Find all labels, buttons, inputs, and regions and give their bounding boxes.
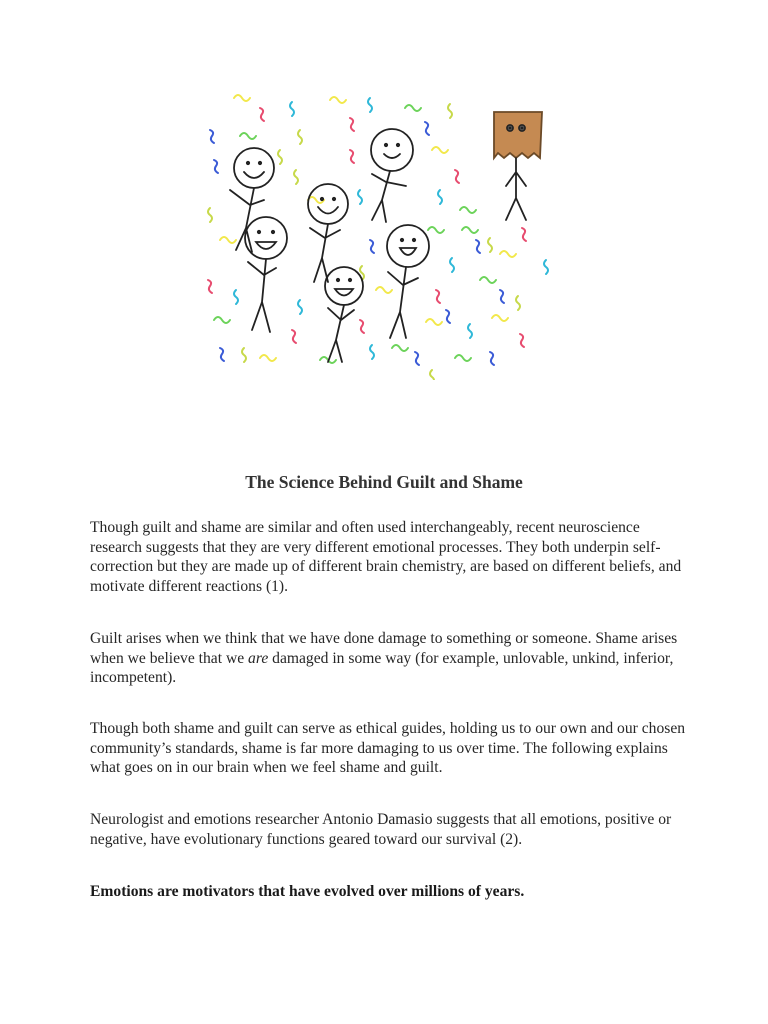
confetti-squiggle bbox=[516, 296, 520, 310]
confetti-squiggle bbox=[455, 170, 459, 183]
definition-text-start: Guilt arises when we think that we have done damage to something or someone. Shame arises when we believe that we bbox=[90, 630, 678, 667]
confetti-squiggle bbox=[260, 355, 276, 361]
confetti-squiggle bbox=[220, 237, 236, 243]
intro-paragraph: Though guilt and shame are similar and often used interchangeably, recent neuroscience research suggests that they are very different emotional processes. They both underpin self-correction but they are made up of different brain chemistry, are based on different beliefs, and motivate different reactions (1). bbox=[90, 519, 682, 595]
confetti-squiggle bbox=[360, 320, 364, 333]
confetti-squiggle bbox=[350, 118, 354, 131]
confetti-squiggle bbox=[368, 98, 372, 112]
confetti-squiggle bbox=[234, 290, 238, 304]
confetti-squiggle bbox=[544, 260, 548, 274]
confetti-squiggle bbox=[490, 352, 494, 365]
confetti-squiggle bbox=[208, 280, 212, 293]
confetti-squiggle bbox=[432, 147, 448, 153]
confetti-squiggle bbox=[462, 227, 478, 233]
confetti-squiggle bbox=[260, 108, 264, 121]
confetti-squiggle bbox=[500, 251, 516, 257]
confetti-squiggle bbox=[488, 238, 492, 252]
confetti-squiggle bbox=[438, 190, 442, 204]
confetti-squiggle bbox=[290, 102, 294, 116]
confetti-squiggle bbox=[480, 277, 496, 283]
grinning-stick-figure bbox=[325, 267, 363, 362]
confetti-squiggle bbox=[208, 208, 212, 222]
confetti-squiggle bbox=[405, 105, 421, 111]
confetti-squiggle bbox=[242, 348, 246, 362]
confetti-squiggle bbox=[468, 324, 472, 338]
confetti-squiggle bbox=[370, 345, 374, 359]
confetti-squiggle bbox=[370, 240, 374, 253]
paper-bag-stick-figure bbox=[494, 112, 542, 220]
confetti-squiggle bbox=[448, 104, 452, 118]
ethical-guides-paragraph: Though both shame and guilt can serve as ethical guides, holding us to our own and our chosen community’s standards, shame is far more damaging to us over time. The following explains what goes on in our brain when we feel shame and guilt. bbox=[90, 720, 686, 777]
cheering-stick-figure bbox=[371, 129, 413, 222]
confetti-squiggle bbox=[376, 287, 392, 293]
celebration-illustration bbox=[200, 90, 560, 380]
bold-statement: Emotions are motivators that have evolved over millions of years. bbox=[90, 883, 525, 900]
confetti-squiggle bbox=[220, 348, 224, 361]
dancing-stick-figure bbox=[387, 225, 429, 338]
confetti-squiggle bbox=[426, 319, 442, 325]
confetti-squiggle bbox=[358, 190, 362, 204]
confetti-squiggle bbox=[292, 330, 296, 343]
happy-stick-figure bbox=[230, 148, 274, 252]
confetti-squiggle bbox=[492, 315, 508, 321]
confetti-squiggle bbox=[500, 290, 504, 303]
confetti-squiggle bbox=[330, 97, 346, 103]
laughing-stick-figure bbox=[245, 217, 287, 332]
confetti-squiggle bbox=[298, 300, 302, 314]
damasio-paragraph: Neurologist and emotions researcher Antonio Damasio suggests that all emotions, positive or negative, have evolutionary functions geared toward our survival (2). bbox=[90, 811, 672, 848]
confetti-squiggle bbox=[350, 150, 354, 163]
confetti-squiggle bbox=[294, 170, 298, 184]
confetti-squiggle bbox=[522, 228, 526, 241]
confetti-squiggle bbox=[446, 310, 450, 323]
confetti-squiggle bbox=[214, 160, 218, 173]
guilt-shame-definition-paragraph bbox=[90, 629, 690, 688]
confetti-squiggle bbox=[430, 370, 434, 380]
confetti-squiggle bbox=[415, 352, 419, 365]
confetti-squiggle bbox=[240, 133, 256, 139]
definition-text-end: damaged in some way (for example, unlovable, unkind, inferior, incompetent). bbox=[90, 649, 674, 687]
confetti-squiggle bbox=[450, 258, 454, 272]
confetti-squiggle bbox=[436, 290, 440, 303]
confetti-squiggle bbox=[455, 355, 471, 361]
confetti-squiggle bbox=[298, 130, 302, 144]
confetti-squiggle bbox=[428, 227, 444, 233]
confetti-squiggle bbox=[425, 122, 429, 135]
confetti-squiggle bbox=[460, 207, 476, 213]
emphasis-word: are bbox=[248, 649, 269, 667]
confetti-squiggle bbox=[278, 150, 282, 164]
confetti-squiggle bbox=[214, 317, 230, 323]
confetti-squiggle bbox=[476, 240, 480, 253]
confetti-squiggle bbox=[520, 334, 524, 347]
confetti-squiggle bbox=[210, 130, 214, 143]
confetti-squiggle bbox=[234, 95, 250, 101]
confetti-squiggle bbox=[392, 345, 408, 351]
document-title: The Science Behind Guilt and Shame bbox=[245, 472, 523, 492]
stick-figures bbox=[230, 112, 542, 362]
